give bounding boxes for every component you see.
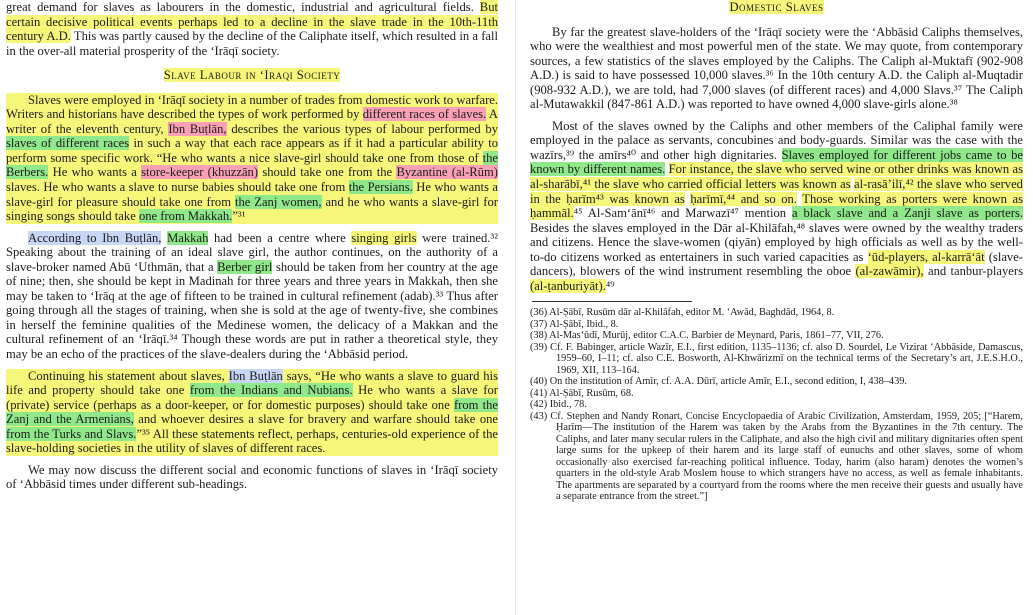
highlight-green: Makkah — [167, 230, 209, 245]
highlight-green: one from Makkah. — [138, 209, 233, 224]
left-paragraph-3 — [6, 369, 498, 456]
left-paragraph-0 — [6, 0, 498, 58]
highlight-yellow: al-rasā’ilī, — [854, 177, 906, 192]
text-run: ”³¹ — [232, 209, 246, 224]
right-paragraph-1: By far the greatest slave-holders of the ‘Irāqī society were the ‘Abbāsid Caliphs themselves, who were the wealthiest and most powerful men of the state. We may quote, from contemporary sources, a few statistics of the slaves employed by the Caliphs. The Caliph al-Muktafī (902-908 A.D.) is said to have possessed 10,000 slaves.³⁶ In the 10th century A.D. the Caliph al-Muqtadir (908-932 A.D.), we are told, had 7,000 slaves (of different races) and 4,000 Slavs.³⁷ The Caliph al-Mutawakkil (847-861 A.D.) was reported to have owned 4,000 slave-girls alone.³⁸ — [530, 24, 1023, 112]
highlight-green: Slaves employed for different jobs came to be known by different names. — [530, 147, 1023, 177]
highlight-yellow: Those working as porters were known as — [802, 191, 1023, 206]
footnote: (41) Al-Ṣābī, Rusūm, 68. — [530, 387, 634, 399]
text-run: ⁴⁵ Al-Sam‘ānī⁴⁶ and Marwazī⁴⁷ mention — [573, 206, 787, 221]
left-page — [6, 0, 498, 615]
highlight-pink: different races of slaves. — [362, 107, 487, 122]
footnote: (37) Al-Ṣābī, Ibid., 8. — [530, 318, 619, 330]
footnote: (43) Cf. Stephen and Nandy Ronart, Concise Encyclopaedia of Arabic Civilization, Amsterdam, 1959, 205; [“Harem, Ḥarīm—The institution of the Harem was taken by the Arabs from the Byzantines in the 7th century. The Caliphs, and later many secular rulers in the Caliphate, and also the high civil and military dignitaries often spent large sums for the upkeep of their harem and its large staff of eunuchs and other slaves, some of whom occasionally also exercised far-reaching political influence. Today, harim (also haram) denotes the women’s quarters in the old-style Arab Moslem house to which strangers have no access, as well as female inhabitants. The apartments are separated by a courtyard from the rooms where the men receive their guests and usually have a separate entrance from the street.”] — [530, 410, 1023, 503]
highlight-yellow: ḥarīmī, — [690, 191, 727, 206]
highlight-yellow: singing girls — [351, 230, 417, 245]
highlight-pink: store-keeper (khuzzān) — [141, 165, 259, 180]
highlight-yellow: (al-ṭanburiyāt). — [530, 278, 606, 293]
highlight-yellow: ⁴² the slave who served in the ḥarīm⁴³ was known as — [530, 177, 1023, 206]
footnote: (38) Al-Mas‘ūdī, Murūj, editor C.A.C. Barbier de Meynard, Paris, 1861–77, VII, 276. — [530, 330, 884, 342]
text-run: He who wants a slave for (private) service (perhaps as a door-keeper, or for domestic purposes) should take one — [6, 383, 498, 412]
highlight-green: from the Zanj and the Armenians, — [6, 397, 498, 427]
text-run: Continuing his statement about slaves, — [28, 368, 225, 383]
text-run: and tanbur-players — [927, 264, 1023, 279]
highlight-green: the Berbers. — [6, 150, 498, 180]
text-run: and he who wants a slave-girl for singing songs should take — [6, 194, 498, 224]
highlight-yellow: ‘ūd-players, al-karrā‘āt — [867, 249, 985, 264]
text-run: ”³⁵ All these statements reflect, perhaps, centuries-old experience of the slave-holding societies in the utility of slaves of different races. — [6, 426, 498, 456]
footnote: (39) Cf. F. Babinger, article Wazīr, E.I., first edition, 1135–1136; cf. also D. Sourdel, Le Vizirat ‘Abbāside, Damascus, 1959–60, I–11; cf. also C.E. Bosworth, Al-Khwārizmī on the technical terms of the Secretary’s art, J.E.S.H.O., 1969, XII, 113–164. — [530, 341, 1023, 376]
right-page — [530, 0, 1023, 615]
highlight-green: the Persians. — [348, 180, 413, 195]
text-run: A writer of the eleventh century, — [6, 107, 498, 136]
highlight-yellow: But certain decisive political events perhaps led to a decline in the slave trade in the 10th-11th century A.D. — [6, 0, 498, 44]
footnote: (40) On the institution of Amīr, cf. A.A. Dūrī, article Amīr, E.I., second edition, I, 438–439. — [530, 376, 907, 388]
text-run: describes the various types of labour performed by — [231, 121, 498, 136]
text-run: great demand for slaves as labourers in the domestic, industrial and agricultural fields. — [6, 0, 474, 14]
footnote-rule — [532, 301, 692, 302]
text-run: had been a centre where — [214, 230, 346, 245]
highlight-yellow: ⁴¹ the slave who carried official letters was known as — [582, 177, 851, 192]
section-heading — [6, 68, 498, 83]
text-run: He who wants a slave-girl for pleasure should take one from — [6, 180, 498, 209]
text-run: ⁴⁹ — [605, 278, 615, 293]
highlight-blue: Ibn Buṭlān — [228, 368, 283, 383]
text-run: and whoever desires a slave for bravery and warfare should take one — [138, 412, 498, 427]
text-run: slaves. He who wants a slave to nurse babies should take one from — [6, 180, 346, 195]
highlight-yellow: ⁴⁴ and so on. — [726, 191, 797, 206]
text-run: He who wants a — [52, 165, 137, 180]
left-paragraph-4: We may now discuss the different social and economic functions of slaves in ‘Irāqī society of ‘Abbāsid times under different sub-headings. — [6, 462, 498, 492]
text-run: in such a way that each race appears as if it had a particular ability to perform some specific work. “He who wants a nice slave-girl should take one from those of — [6, 136, 498, 165]
text-run: should take one from the — [262, 165, 393, 180]
highlight-pink: Ibn Buṭlān, — [168, 121, 227, 136]
text-run: Most of the slaves owned by the Caliphs and other members of the Caliphal family were employed in the palace as servants, concubines and body-guards. Similar was the case with the wazīrs,³⁹ the amīrs⁴⁰ and other high dignitaries. — [530, 118, 1023, 162]
running-header — [530, 0, 1023, 15]
text-run: (slave-dancers), blowers of the wind instrument resembling the oboe — [530, 249, 1023, 279]
highlight-yellow: Domestic Slaves — [729, 0, 824, 14]
left-paragraph-1 — [6, 93, 498, 224]
text-run: This was partly caused by the decline of the Caliphate itself, which resulted in a fall in the over-all material prosperity of the ‘Irāqī society. — [6, 29, 498, 58]
text-run: were trained.³² Speaking about the training of an ideal slave girl, the author continues, on the authority of a slave-broker named Abū ‘Uthmān, that a — [6, 230, 498, 274]
highlight-pink: Byzantine (al-Rūm) — [396, 165, 498, 180]
highlight-green: a black slave and a Zanji slave as porters. — [792, 206, 1023, 221]
text-run: Slaves were employed in ‘Irāqī society in a number of trades from domestic work to warfare. Writers and historians have described the types of work performed by — [6, 92, 498, 122]
highlight-green: the Zanj women, — [234, 194, 322, 209]
text-run: should be taken from her country at the age of nine; then, she should be kept in Madinah for three years and three years in Makkah, then she may be taken to ‘Irāq at the age of fifteen to be trained in cultural refinement (adab).³³ Thus after going through all the stages of training, when she is sold at the age of twenty-five, she combines in herself the feminine qualities of the Medinese women, the delicacy of a Makkan and the cultural refinement of an ‘Irāqī.³⁴ Though these words are put in rather a theoretical style, they may be an echo of the practices of the slave-dealers during the ‘Abbāsid period. — [6, 259, 498, 362]
highlight-green: from the Turks and Slavs. — [6, 426, 137, 441]
highlight-blue: According to Ibn Buṭlān, — [28, 230, 162, 245]
left-paragraph-2 — [6, 231, 498, 362]
footnote: (36) Al-Ṣābī, Rusūm dār al-Khilāfah, editor M. ‘Awād, Baghdād, 1964, 8. — [530, 307, 835, 319]
highlight-yellow: Slave Labour in ‘Iraqi Society — [163, 68, 341, 83]
highlight-yellow: al-sharābī, — [530, 177, 583, 192]
highlight-green: Berber girl — [217, 259, 273, 274]
footnote: (42) Ibid., 78. — [530, 399, 587, 411]
text-run: says, “He who wants a slave to guard his life and property should take one — [6, 368, 498, 398]
text-run: Besides the slaves employed in the Dār al-Khilāfah,⁴⁸ slaves were owned by the wealthy traders and citizens. Hence the slave-women (qiyān) employed by high officials as well as by the well-to-do citizens worked as entertainers in such varied capacities as — [530, 220, 1023, 264]
page-gutter — [515, 0, 516, 615]
highlight-yellow: For instance, the slave who served wine or other drinks was known as — [668, 162, 1023, 177]
highlight-yellow: ḥammāl. — [530, 206, 574, 221]
right-paragraph-2 — [530, 119, 1023, 294]
highlight-green: slaves of different races — [6, 136, 130, 151]
highlight-green: from the Indians and Nubians. — [189, 383, 353, 398]
highlight-yellow: (al-zawāmir), — [855, 264, 924, 279]
